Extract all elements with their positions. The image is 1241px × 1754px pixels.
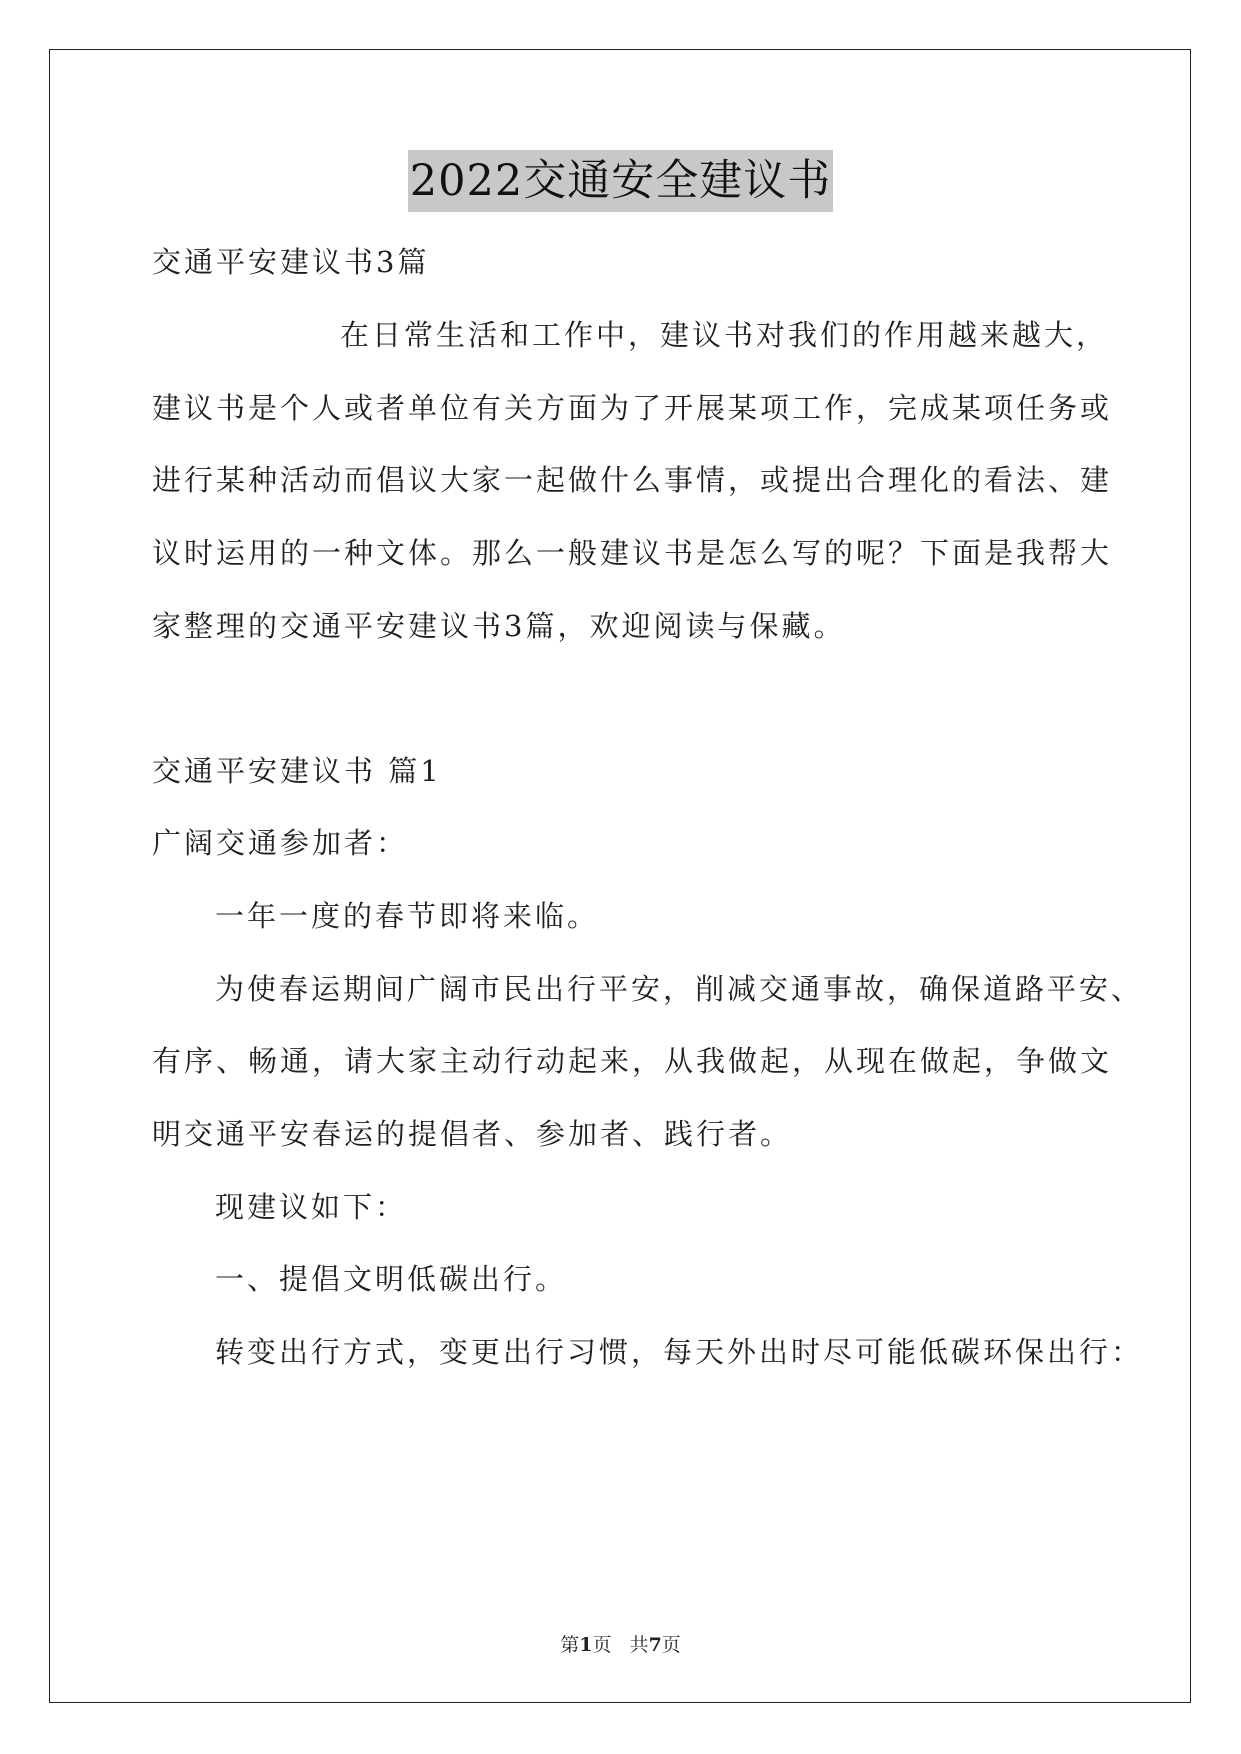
footer-page-current: 1 bbox=[579, 1634, 593, 1656]
intro-line-4: 议时运用的一种文体。那么一般建议书是怎么写的呢？下面是我帮大 bbox=[152, 536, 1113, 570]
paragraph-3: 现建议如下： bbox=[215, 1190, 408, 1224]
footer-page-prefix: 第 bbox=[560, 1634, 580, 1656]
section-heading: 交通平安建议书 篇1 bbox=[152, 754, 442, 788]
footer-page-mid: 页 共 bbox=[592, 1634, 649, 1656]
paragraph-5: 转变出行方式，变更出行习惯，每天外出时尽可能低碳环保出行： bbox=[215, 1335, 1144, 1369]
paragraph-4: 一、提倡文明低碳出行。 bbox=[215, 1262, 568, 1296]
paragraph-2-line-3: 明交通平安春运的提倡者、参加者、践行者。 bbox=[152, 1117, 793, 1151]
intro-line-1: 在日常生活和工作中，建议书对我们的作用越来越大， bbox=[340, 318, 1109, 352]
paragraph-2-line-1: 为使春运期间广阔市民出行平安，削减交通事故，确保道路平安、 bbox=[215, 972, 1144, 1006]
salutation: 广阔交通参加者： bbox=[152, 826, 409, 860]
intro-line-3: 进行某种活动而倡议大家一起做什么事情，或提出合理化的看法、建 bbox=[152, 463, 1113, 497]
page-footer bbox=[0, 1630, 1241, 1657]
paragraph-1: 一年一度的春节即将来临。 bbox=[215, 899, 600, 933]
intro-line-2: 建议书是个人或者单位有关方面为了开展某项工作，完成某项任务或 bbox=[152, 391, 1113, 425]
subtitle: 交通平安建议书3篇 bbox=[152, 245, 430, 279]
document-title: 2022交通安全建议书 bbox=[408, 150, 833, 212]
footer-page-total: 7 bbox=[648, 1634, 662, 1656]
page-border bbox=[49, 49, 1191, 1703]
title-container bbox=[0, 150, 1241, 212]
footer-page-suffix: 页 bbox=[661, 1634, 681, 1656]
paragraph-2-line-2: 有序、畅通，请大家主动行动起来，从我做起，从现在做起，争做文 bbox=[152, 1044, 1113, 1078]
intro-line-5: 家整理的交通平安建议书3篇，欢迎阅读与保藏。 bbox=[152, 609, 846, 643]
